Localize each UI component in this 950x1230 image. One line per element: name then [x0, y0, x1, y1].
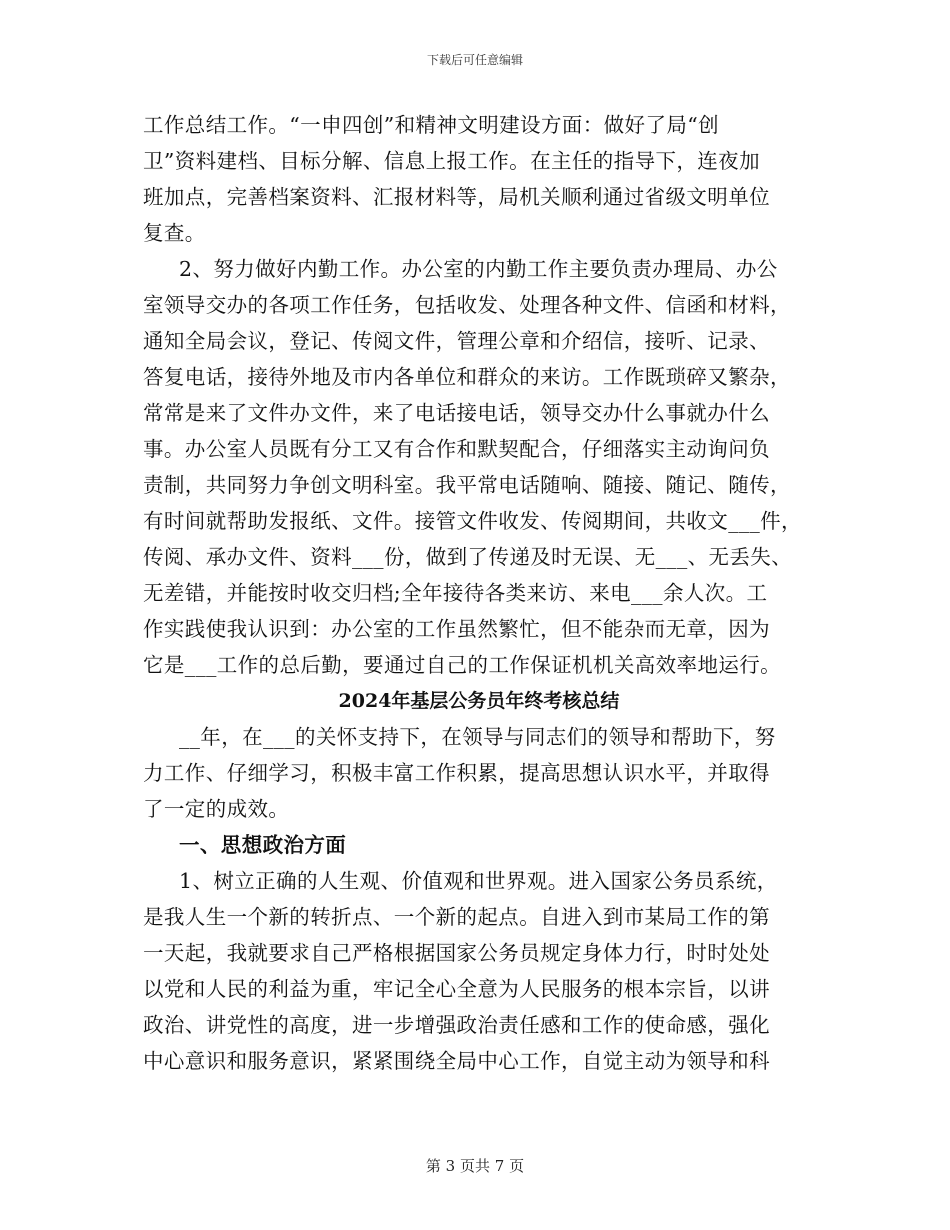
- text-line: 责制，共同努力争创文明科室。我平常电话随响、随接、随记、随传，: [143, 473, 791, 497]
- text-line: 了一定的成效。: [143, 797, 290, 821]
- text-line: 班加点，完善档案资料、汇报材料等，局机关顺利通过省级文明单位: [143, 185, 770, 209]
- text-line: 有时间就帮助发报纸、文件。接管文件收发、传阅期间，共收文___件，: [143, 509, 802, 533]
- text-line: 复查。: [143, 221, 206, 245]
- text-line: 无差错，并能按时收交归档;全年接待各类来访、来电___余人次。工: [143, 581, 768, 605]
- text-line: 常常是来了文件办文件，来了电话接电话，领导交办什么事就办什么: [143, 401, 770, 425]
- section-heading: 一、思想政治方面: [179, 833, 347, 857]
- text-line: 政治、讲党性的高度，进一步增强政治责任感和工作的使命感，强化: [143, 1013, 770, 1037]
- paragraph-start: 1、树立正确的人生观、价值观和世界观。进入国家公务员系统，: [179, 869, 778, 893]
- text-line: 答复电话，接待外地及市内各单位和群众的来访。工作既琐碎又繁杂，: [143, 365, 791, 389]
- text-line: 室领导交办的各项工作任务，包括收发、处理各种文件、信函和材料，: [143, 293, 791, 317]
- text-line: 是我人生一个新的转折点、一个新的起点。自进入到市某局工作的第: [143, 905, 770, 929]
- text-line: 以党和人民的利益为重，牢记全心全意为人民服务的根本宗旨，以讲: [143, 977, 770, 1001]
- text-line: 力工作、仔细学习，积极丰富工作积累，提高思想认识水平，并取得: [143, 761, 770, 785]
- page-header: 下载后可任意编辑: [426, 53, 523, 67]
- paragraph-start: __年，在___的关怀支持下，在领导与同志们的领导和帮助下，努: [179, 725, 776, 749]
- text-line: 工作总结工作。“一申四创”和精神文明建设方面：做好了局“创: [143, 113, 720, 137]
- text-line: 传阅、承办文件、资料___份，做到了传递及时无误、无___、无丢失、: [143, 545, 793, 569]
- section-title: 2024年基层公务员年终考核总结: [338, 690, 620, 712]
- text-line: 中心意识和服务意识，紧紧围绕全局中心工作，自觉主动为领导和科: [143, 1049, 770, 1073]
- text-line: 作实践使我认识到：办公室的工作虽然繁忙，但不能杂而无章，因为: [143, 617, 770, 641]
- text-line: 事。办公室人员既有分工又有合作和默契配合，仔细落实主动询问负: [143, 437, 770, 461]
- page-footer: 第 3 页共 7 页: [425, 1157, 525, 1175]
- document-body: [143, 107, 815, 1079]
- text-line: 它是___工作的总后勤，要通过自己的工作保证机机关高效率地运行。: [143, 653, 782, 677]
- text-line: 一天起，我就要求自己严格根据国家公务员规定身体力行，时时处处: [143, 941, 770, 965]
- paragraph-start: 2、努力做好内勤工作。办公室的内勤工作主要负责办理局、办公: [179, 257, 778, 281]
- text-line: 卫”资料建档、目标分解、信息上报工作。在主任的指导下，连夜加: [143, 149, 760, 173]
- text-line: 通知全局会议，登记、传阅文件，管理公章和介绍信，接听、记录、: [143, 329, 770, 353]
